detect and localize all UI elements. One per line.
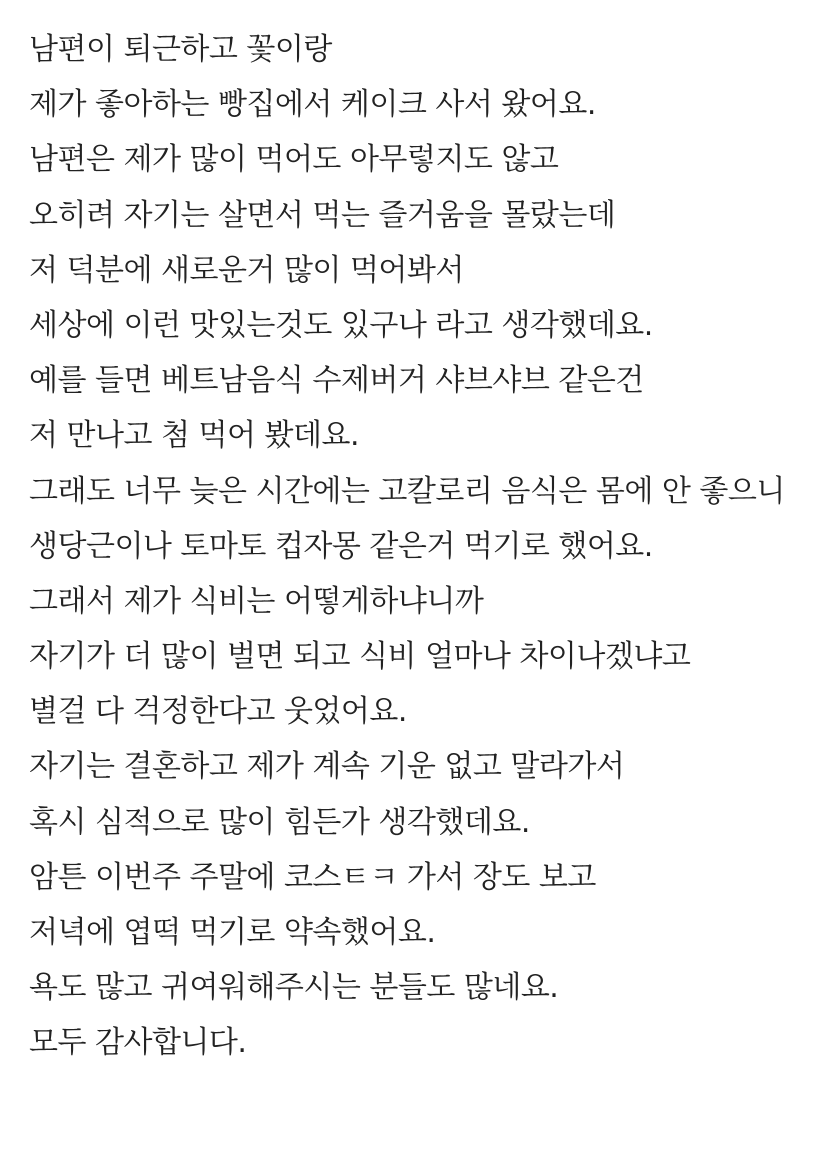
text-line: 그래서 제가 식비는 어떻게하냐니까 xyxy=(29,583,484,619)
text-line: 제가 좋아하는 빵집에서 케이크 사서 왔어요. xyxy=(29,87,596,123)
text-line: 별걸 다 걱정한다고 웃었어요. xyxy=(29,694,407,730)
text-line: 저 만나고 첨 먹어 봤데요. xyxy=(29,418,359,454)
text-line: 암튼 이번주 주말에 코스ㅌㅋ 가서 장도 보고 xyxy=(29,859,596,895)
text-line: 생당근이나 토마토 컵자몽 같은거 먹기로 했어요. xyxy=(29,528,653,564)
document-body xyxy=(29,22,835,1071)
text-line: 세상에 이런 맛있는것도 있구나 라고 생각했데요. xyxy=(29,307,653,343)
text-line: 자기는 결혼하고 제가 계속 기운 없고 말라가서 xyxy=(29,749,625,785)
text-line: 욕도 많고 귀여워해주시는 분들도 많네요. xyxy=(29,970,559,1006)
text-line: 그래도 너무 늦은 시간에는 고칼로리 음식은 몸에 안 좋으니 xyxy=(29,473,785,509)
text-line: 남편은 제가 많이 먹어도 아무렇지도 않고 xyxy=(29,142,559,178)
text-line: 모두 감사합니다. xyxy=(29,1025,247,1061)
text-line: 예를 들면 베트남음식 수제버거 샤브샤브 같은건 xyxy=(29,363,644,399)
text-line: 자기가 더 많이 벌면 되고 식비 얼마나 차이나겠냐고 xyxy=(29,639,691,675)
text-line: 혹시 심적으로 많이 힘든가 생각했데요. xyxy=(29,804,530,840)
text-line: 오히려 자기는 살면서 먹는 즐거움을 몰랐는데 xyxy=(29,197,616,233)
text-line: 남편이 퇴근하고 꽃이랑 xyxy=(29,32,332,67)
text-line: 저녁에 엽떡 먹기로 약속했어요. xyxy=(29,915,436,950)
text-line: 저 덕분에 새로운거 많이 먹어봐서 xyxy=(29,252,464,288)
